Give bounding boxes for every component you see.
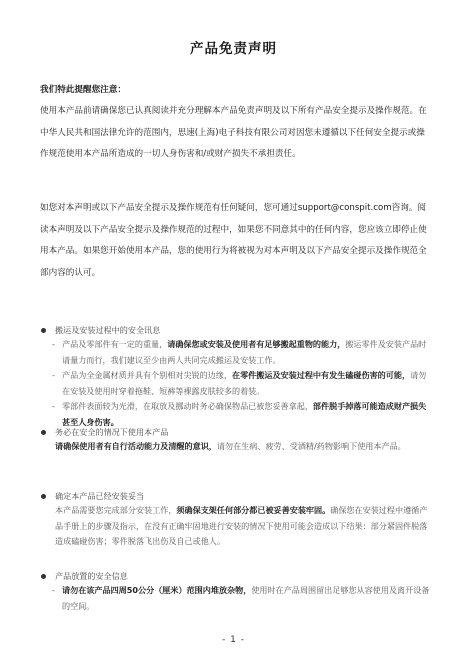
dash-icon: -: [52, 401, 55, 411]
section-heading-text: 产品放置的安全信息: [55, 571, 128, 581]
intro-text: 使用本产品前请确保您已认真阅读并充分理解本产品免责声明及以下所有产品安全提示及操作规范。在中华人民共和国法律允许的范围内，: [40, 106, 427, 138]
section-heading-text: 搬运及安装过程中的安全讯息: [55, 325, 161, 335]
item-tail-text: 搬运零件及安装产品时请量力而行，我们建议至少由两人共同完成搬运及安装工作。: [62, 339, 427, 365]
contact-text: 如您对本声明或以下产品安全提示及操作规范有任何疑问，您可通过support@conspit.com咨询。阅读本声明及以下产品安全提示及操作规范的过程中，如果您不同意其中的任何内容，您应该立即停止使用本产品。: [40, 203, 427, 256]
intro-paragraph: [40, 101, 432, 166]
section-placement: [40, 569, 432, 614]
page-number: - 1 -: [222, 635, 245, 645]
section-transport-install: [40, 323, 432, 430]
item-bold-text: 请勿在该产品四周50公分（厘米）范围内堆放杂物，: [62, 585, 252, 595]
section-body: [40, 439, 432, 455]
item-tail-text: 请勿在安装及使用时穿着拖鞋、短裤等裸露皮肤较多的着装。: [62, 370, 427, 396]
item-text: 产品及零部件有一定的重量，: [62, 339, 168, 349]
section-bold-text: 须确保支架任何部分都已被妥善安装牢固。: [176, 505, 331, 515]
item-text: 零部件表面较为光滑，在取放及挪动时务必确保物品已被您妥善拿起，: [62, 401, 313, 411]
section-text: 本产品需要您完成部分安装工作，: [55, 505, 177, 515]
list-item: [40, 368, 432, 399]
section-tail-text: 请勿在生病、疲劳、受酒精/药物影响下使用本产品。: [216, 441, 406, 451]
dash-icon: -: [52, 370, 55, 380]
contact-paragraph: [40, 198, 432, 284]
section-heading: [40, 425, 432, 439]
item-bold-text: 部件脱手掉落可能造成财产损失甚至人身伤害。: [62, 401, 427, 427]
section-safe-use: [40, 425, 432, 455]
section-body: [40, 503, 432, 550]
item-tail-text: 使用时在产品周围留出足够您从容使用及离开设备的空间。: [62, 585, 430, 611]
item-bold-text: 在零件搬运及安装过程中有发生磕碰伤害的可能，: [231, 370, 411, 380]
list-item: [40, 583, 432, 614]
section-heading: [40, 489, 432, 503]
item-text: 产品为全金属材质并具有个别相对尖锐的边缘，: [62, 370, 232, 380]
list-item: [40, 337, 432, 368]
bullet-icon: [41, 328, 46, 333]
item-bold-text: 请确保您或安装及使用者有足够搬起重物的能力，: [167, 339, 346, 349]
section-heading-text: 务必在安全的情况下使用本产品: [55, 427, 169, 437]
dash-icon: -: [52, 585, 55, 595]
section-heading: [40, 323, 432, 337]
page-title: 产品免责声明: [190, 41, 277, 57]
section-tail-text: 确保您在安装过程中遵循产品手册上的步骤及指示，在没有正确牢固地进行安装的情况下使用可能会造成以下结果：部分紧固件脱落造成磕碰伤害；零件脱落飞出伤及自己或他人。: [55, 505, 428, 546]
dash-icon: -: [52, 339, 55, 349]
section-bold-text: 请确保使用者有自行活动能力及清醒的意识，: [55, 441, 217, 451]
intro-company-text: 思速(上海)电子科技有限公司对因您未遵循以下任何安全提示或操作规范使用本产品所造成的一切人身伤害和/或财产损失不承担责任。: [40, 127, 425, 159]
contact-acceptance-text: 如果您开始使用本产品，您的使用行为将被视为对本声明及以下产品安全提示及操作规范全部内容的认可。: [40, 246, 427, 278]
section-heading: [40, 569, 432, 583]
bullet-icon: [41, 494, 46, 499]
bullet-icon: [41, 574, 46, 579]
section-heading-text: 确定本产品已经安装妥当: [55, 491, 145, 501]
section-installation-check: [40, 489, 432, 550]
bullet-icon: [41, 430, 46, 435]
intro-label: 我们特此提醒您注意：: [40, 85, 126, 95]
